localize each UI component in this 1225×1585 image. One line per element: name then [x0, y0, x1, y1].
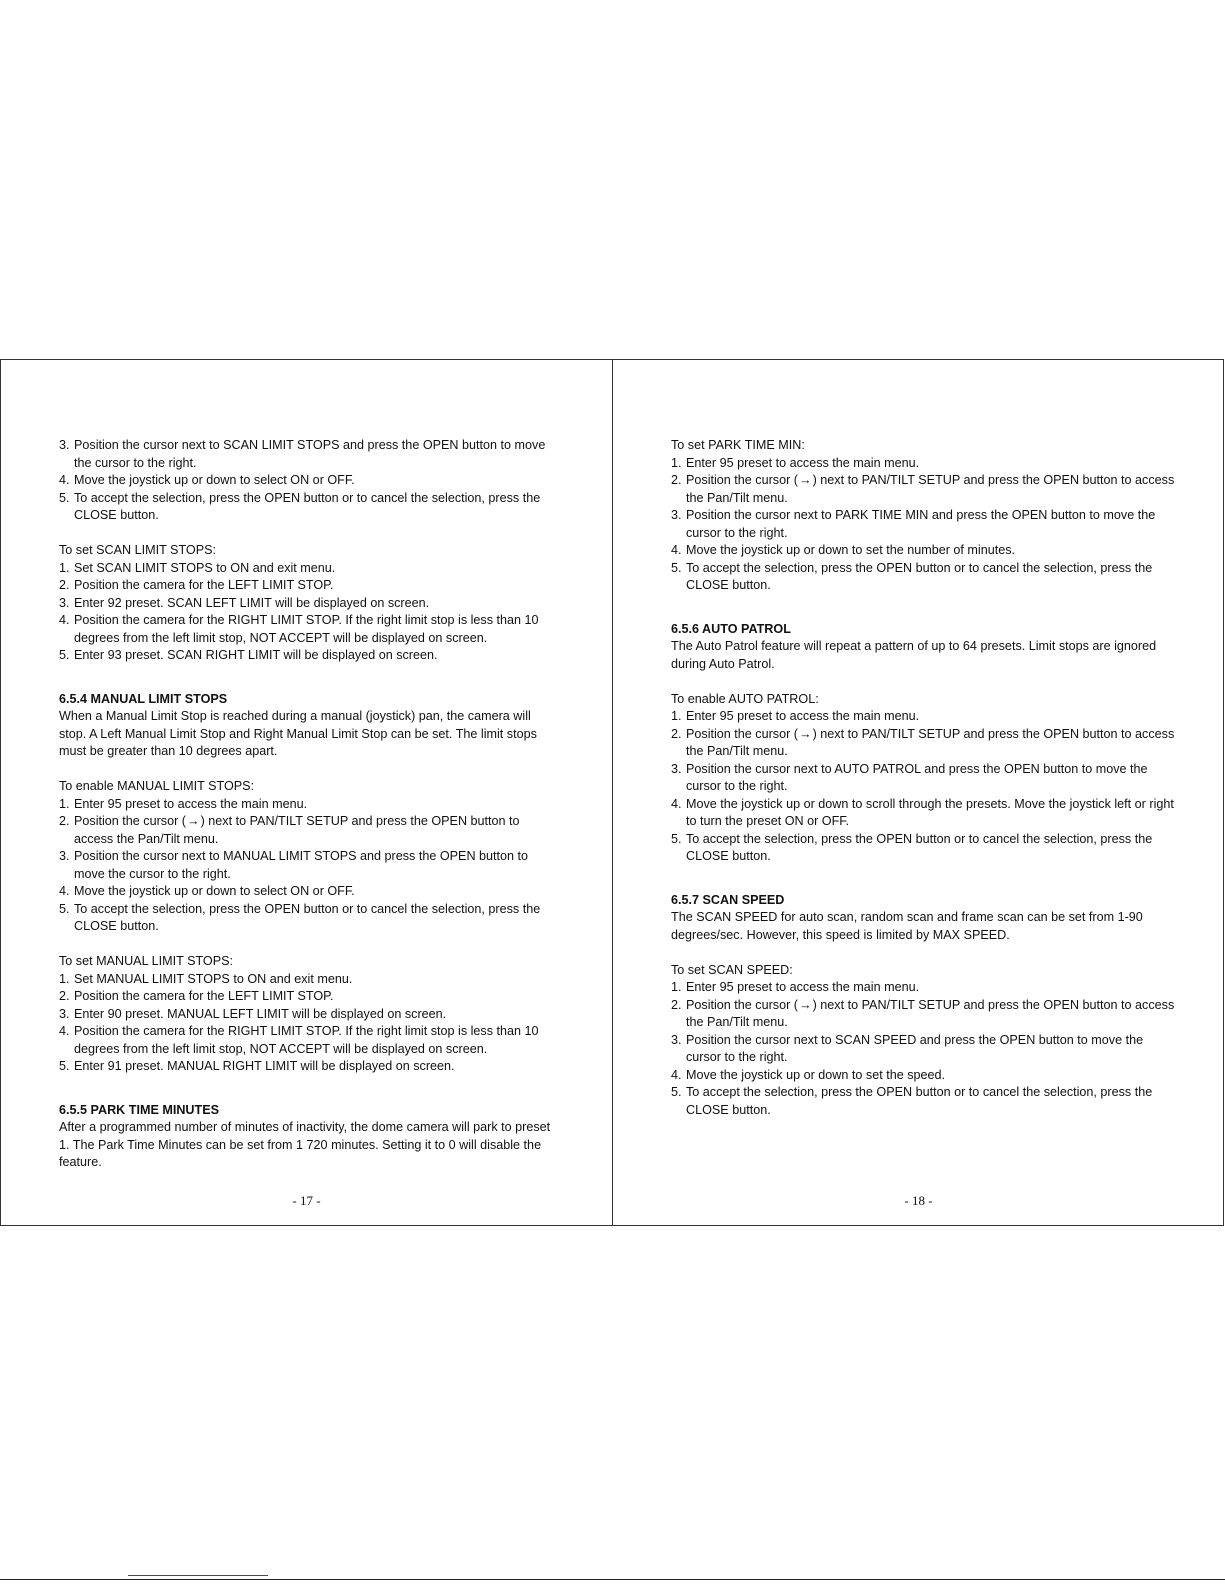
- list-item: 3. Position the cursor next to PARK TIME MIN and press the OPEN button to move the cursor to the right.: [671, 508, 1156, 540]
- list-item: 2. Position the cursor (→) next to PAN/TILT SETUP and press the OPEN button to access the Pan/Tilt menu.: [59, 814, 520, 846]
- list-item: 1. Enter 95 preset to access the main menu.: [59, 796, 308, 811]
- arrow-right-icon: →: [799, 726, 812, 741]
- list-item: 5. To accept the selection, press the OPEN button or to cancel the selection, press the CLOSE button.: [59, 901, 541, 933]
- list-item: 4. Move the joystick up or down to select ON or OFF.: [59, 473, 355, 487]
- list-item: 4. Move the joystick up or down to select ON or OFF.: [59, 884, 355, 898]
- list-item: 5. To accept the selection, press the OPEN button or to cancel the selection, press the CLOSE button.: [671, 560, 1153, 592]
- list-item: 1. Set SCAN LIMIT STOPS to ON and exit menu.: [59, 560, 336, 575]
- list-item: 4. Position the camera for the RIGHT LIMIT STOP. If the right limit stop is less than 10 degrees from the left limit stop, NOT ACCEPT will be displayed on screen.: [59, 1024, 539, 1056]
- section-heading-auto-patrol: 6.5.6 AUTO PATROL: [671, 621, 791, 636]
- underline-link-mark: [128, 1575, 268, 1576]
- list-item: 3. Enter 92 preset. SCAN LEFT LIMIT will be displayed on screen.: [59, 595, 430, 610]
- page-number: - 18 -: [904, 1193, 933, 1208]
- list-item: 3. Position the cursor next to SCAN SPEED and press the OPEN button to move the cursor to the right.: [671, 1032, 1144, 1064]
- manual-enable-title: To enable MANUAL LIMIT STOPS:: [59, 779, 255, 793]
- speed-set-steps: [671, 979, 1176, 1119]
- list-item: 5. Enter 93 preset. SCAN RIGHT LIMIT will be displayed on screen.: [59, 648, 438, 662]
- manual-spread: [0, 359, 1224, 1226]
- list-item: 3. Position the cursor next to AUTO PATROL and press the OPEN button to move the cursor to the right.: [671, 761, 1148, 793]
- manual-set-steps: [59, 971, 559, 1076]
- list-item: 5. Enter 91 preset. MANUAL RIGHT LIMIT will be displayed on screen.: [59, 1059, 455, 1073]
- park-set-title: To set PARK TIME MIN:: [671, 438, 805, 452]
- scan-limit-enable-steps: [59, 437, 559, 525]
- section-heading-park-time-minutes: 6.5.5 PARK TIME MINUTES: [59, 1102, 220, 1117]
- list-item: 3. Enter 90 preset. MANUAL LEFT LIMIT will be displayed on screen.: [59, 1006, 447, 1021]
- manual-set-title: To set MANUAL LIMIT STOPS:: [59, 954, 234, 968]
- list-item: 2. Position the camera for the LEFT LIMIT STOP.: [59, 578, 334, 592]
- scan-limit-set-title: To set SCAN LIMIT STOPS:: [59, 543, 217, 557]
- list-item: 2. Position the cursor (→) next to PAN/TILT SETUP and press the OPEN button to access the Pan/Tilt menu.: [671, 726, 1175, 758]
- list-item: 5. To accept the selection, press the OPEN button or to cancel the selection, press the CLOSE button.: [59, 490, 541, 522]
- auto-patrol-body: The Auto Patrol feature will repeat a pattern of up to 64 presets. Limit stops are ignored during Auto Patrol.: [671, 639, 1157, 671]
- arrow-right-icon: →: [799, 473, 812, 487]
- list-item: 1. Set MANUAL LIMIT STOPS to ON and exit menu.: [59, 971, 353, 986]
- manual-limit-body: When a Manual Limit Stop is reached during a manual (joystick) pan, the camera will stop. A Left Manual Limit Stop and Right Manual Limit Stop can be set. The limit stops must be greater than 10 degrees apart.: [59, 709, 537, 758]
- list-item: 4. Move the joystick up or down to scroll through the presets. Move the joystick left or right to turn the preset ON or OFF.: [671, 796, 1174, 828]
- list-item: 4. Move the joystick up or down to set the number of minutes.: [671, 543, 1015, 557]
- list-item: 5. To accept the selection, press the OPEN button or to cancel the selection, press the CLOSE button.: [671, 831, 1153, 863]
- list-item: 4. Position the camera for the RIGHT LIMIT STOP. If the right limit stop is less than 10 degrees from the left limit stop, NOT ACCEPT will be displayed on screen.: [59, 613, 539, 645]
- list-item: 2. Position the cursor (→) next to PAN/TILT SETUP and press the OPEN button to access the Pan/Tilt menu.: [671, 997, 1175, 1029]
- list-item: 5. To accept the selection, press the OPEN button or to cancel the selection, press the CLOSE button.: [671, 1085, 1153, 1117]
- list-item: 4. Move the joystick up or down to set the speed.: [671, 1067, 946, 1082]
- section-heading-scan-speed: 6.5.7 SCAN SPEED: [671, 892, 785, 907]
- list-item: 3. Position the cursor next to SCAN LIMIT STOPS and press the OPEN button to move the cursor to the right.: [59, 438, 546, 470]
- list-item: 2. Position the camera for the LEFT LIMIT STOP.: [59, 989, 334, 1003]
- bottom-rule: [0, 1579, 1225, 1580]
- page-18-content: [671, 437, 1176, 1119]
- speed-set-title: To set SCAN SPEED:: [671, 962, 793, 977]
- arrow-right-icon: →: [799, 997, 812, 1012]
- scan-limit-set-steps: [59, 560, 559, 665]
- patrol-enable-title: To enable AUTO PATROL:: [671, 691, 819, 706]
- section-heading-manual-limit-stops: 6.5.4 MANUAL LIMIT STOPS: [59, 691, 228, 706]
- list-item: 1. Enter 95 preset to access the main menu.: [671, 709, 920, 723]
- park-time-body: After a programmed number of minutes of inactivity, the dome camera will park to preset 1. The Park Time Minutes can be set from 1 720 minutes. Setting it to 0 will disable the feature.: [59, 1120, 551, 1169]
- patrol-enable-steps: [671, 708, 1176, 866]
- list-item: 2. Position the cursor (→) next to PAN/TILT SETUP and press the OPEN button to access the Pan/Tilt menu.: [671, 473, 1175, 505]
- page-18: [613, 360, 1224, 1225]
- list-item: 1. Enter 95 preset to access the main menu.: [671, 980, 920, 994]
- page-17-content: [59, 437, 559, 1172]
- park-set-steps: [671, 455, 1176, 595]
- manual-enable-steps: [59, 796, 559, 936]
- list-item: 1. Enter 95 preset to access the main menu.: [671, 455, 920, 470]
- page-17: [1, 360, 613, 1225]
- arrow-right-icon: →: [187, 814, 200, 828]
- scan-speed-body: The SCAN SPEED for auto scan, random scan and frame scan can be set from 1-90 degrees/sec. However, this speed is limited by MAX SPEED.: [671, 910, 1143, 942]
- list-item: 3. Position the cursor next to MANUAL LIMIT STOPS and press the OPEN button to move the cursor to the right.: [59, 849, 529, 881]
- page-number: - 17 -: [292, 1193, 321, 1208]
